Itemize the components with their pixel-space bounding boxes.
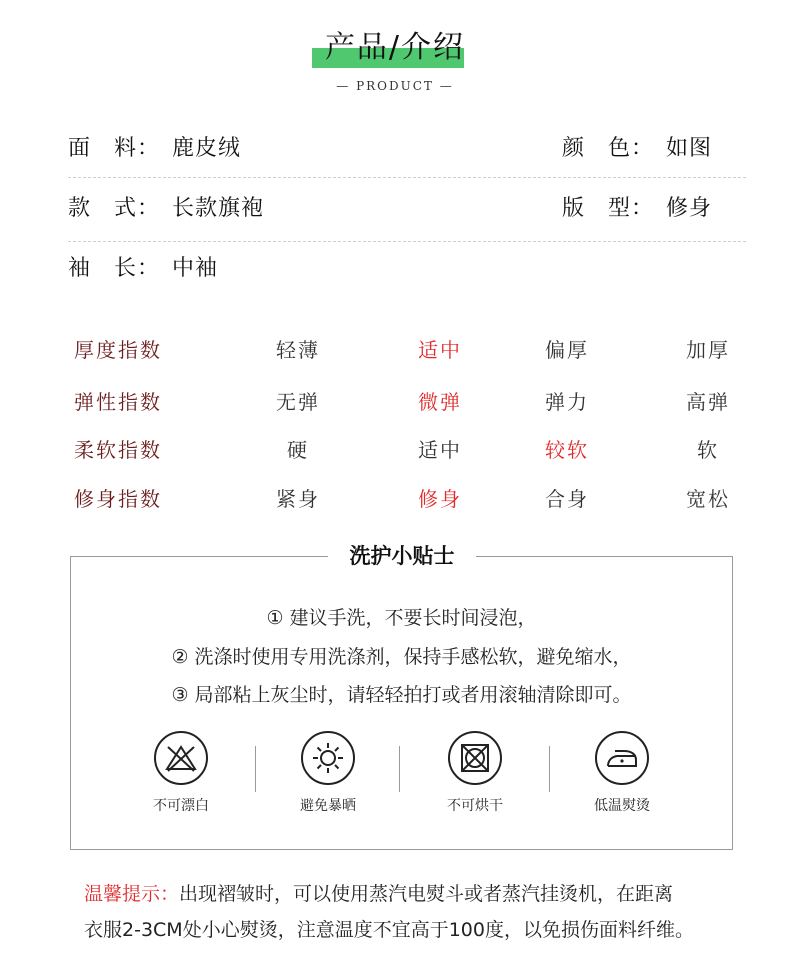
index-option: 软 (697, 438, 719, 462)
tip-line-1-text: 出现褶皱时，可以使用蒸汽电熨斗或者蒸汽挂烫机，在距离 (179, 883, 674, 905)
index-option: 弹力 (545, 390, 589, 414)
icon-separator-3 (549, 746, 550, 792)
icon-separator-1 (255, 746, 256, 792)
index-option: 无弹 (276, 390, 320, 414)
divider-1 (68, 177, 746, 178)
no-tumble-dry-label: 不可烘干 (447, 798, 503, 814)
no-sun-label: 避免暴晒 (300, 798, 356, 814)
tip-line-1 (84, 881, 734, 907)
index-option-selected: 较软 (545, 438, 589, 462)
sleeve-value: 中袖 (172, 256, 219, 281)
low-iron-icon (595, 731, 649, 785)
index-option: 宽松 (686, 487, 730, 511)
no-bleach-icon (154, 731, 208, 785)
index-row-label: 修身指数 (74, 487, 162, 511)
index-option: 硬 (287, 438, 309, 462)
no-tumble-dry-icon (448, 731, 502, 785)
divider-2 (68, 241, 746, 242)
fit-value: 修身 (666, 196, 713, 221)
index-row-label: 柔软指数 (74, 438, 162, 462)
style-value: 长款旗袍 (172, 196, 265, 221)
fabric-label: 面 料： (68, 136, 161, 161)
fabric-value: 鹿皮绒 (172, 136, 242, 161)
color-label: 颜 色： (562, 136, 655, 161)
index-option: 合身 (545, 487, 589, 511)
index-option: 偏厚 (545, 338, 589, 362)
index-option: 适中 (418, 438, 462, 462)
index-row-label: 厚度指数 (74, 338, 162, 362)
low-iron-label: 低温熨烫 (594, 798, 650, 814)
page-title: 产品/介绍 (324, 30, 466, 65)
no-bleach-label: 不可漂白 (153, 798, 209, 814)
sleeve-label: 袖 长： (68, 256, 161, 281)
color-value: 如图 (666, 136, 713, 161)
no-sun-icon (301, 731, 355, 785)
icon-separator-2 (399, 746, 400, 792)
care-title: 洗护小贴士 (349, 544, 455, 568)
page-subtitle: — PRODUCT — (336, 79, 454, 93)
care-line-2: ② 洗涤时使用专用洗涤剂，保持手感松软，避免缩水， (171, 646, 632, 668)
index-option-selected: 修身 (418, 487, 462, 511)
fit-label: 版 型： (562, 196, 655, 221)
tip-line-2: 衣服2-3CM处小心熨烫，注意温度不宜高于100度，以免损伤面料纤维。 (84, 919, 694, 941)
index-option-selected: 微弹 (418, 390, 462, 414)
index-option: 轻薄 (276, 338, 320, 362)
index-option: 高弹 (686, 390, 730, 414)
tip-lead: 温馨提示： (84, 883, 180, 905)
index-row-label: 弹性指数 (74, 390, 162, 414)
index-option: 加厚 (686, 338, 730, 362)
care-line-1: ① 建议手洗，不要长时间浸泡， (266, 607, 537, 629)
index-option-selected: 适中 (418, 338, 462, 362)
style-label: 款 式： (68, 196, 161, 221)
index-option: 紧身 (276, 487, 320, 511)
care-line-3: ③ 局部粘上灰尘时，请轻轻拍打或者用滚轴清除即可。 (171, 684, 632, 706)
